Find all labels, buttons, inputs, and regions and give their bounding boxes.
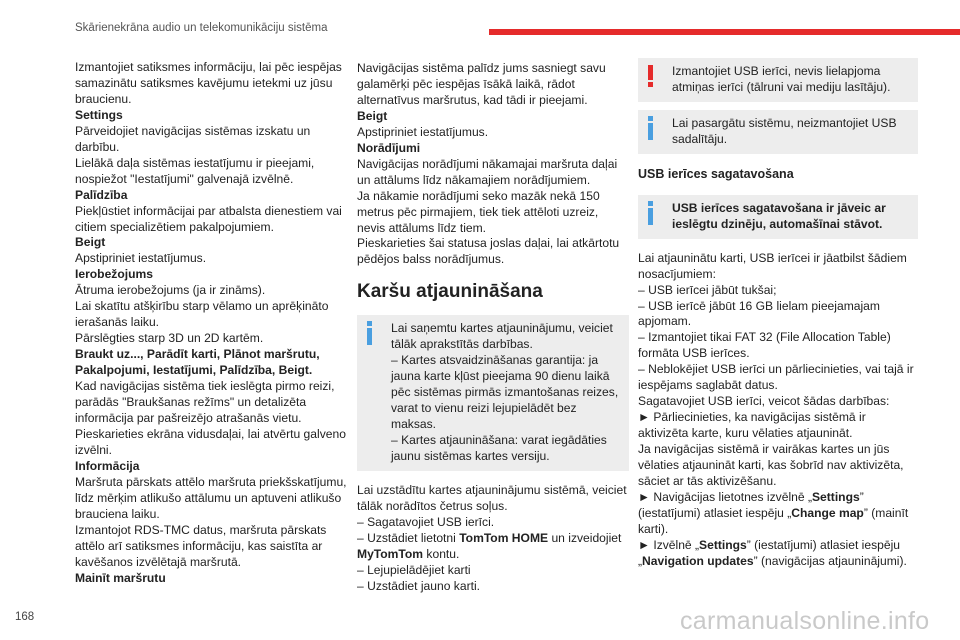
paragraph: Ātruma ierobežojums (ja ir zināms). bbox=[75, 283, 266, 298]
info-note-bold-text: USB ierīces sagatavošana ir jāveic ar ieslēgtu dzinēju, automašīnai stāvot. bbox=[672, 200, 886, 231]
text: – Uzstādiet lietotni bbox=[357, 530, 460, 545]
warning-note-usb bbox=[638, 58, 918, 102]
column-1 bbox=[75, 60, 347, 586]
paragraph: Kad navigācijas sistēma tiek ieslēgta pirmo reizi, parādās "Braukšanas režīms" un detalizēta informācija par pašreizējo atrašanās vietu. bbox=[75, 379, 335, 425]
paragraph: Pieskarieties ekrāna vidusdaļai, lai atvērtu galveno izvēlni. bbox=[75, 426, 346, 457]
paragraph bbox=[638, 410, 918, 442]
paragraph: Apstipriniet iestatījumus. bbox=[357, 124, 489, 139]
paragraph: Lielākā daļa sistēmas iestatījumu ir pieejami, nospiežot "Iestatījumi" galvenajā izvēlnē. bbox=[75, 155, 315, 186]
text: Ja navigācijas sistēmā ir vairākas kartes un jūs vēlaties atjaunināt karti, kas šobrīd nav aktivizēta, sāciet ar tās aktivizēšanu. bbox=[638, 442, 904, 489]
paragraph: Pārslēgties starp 3D un 2D kartēm. bbox=[75, 331, 264, 346]
paragraph bbox=[638, 330, 918, 362]
info-note-map-update bbox=[357, 315, 629, 471]
page-number: 168 bbox=[15, 611, 35, 623]
bold-text: Settings bbox=[699, 537, 747, 552]
subheading: Settings bbox=[75, 107, 123, 122]
bold-text: MyTomTom bbox=[357, 546, 424, 561]
column-3-paragraphs bbox=[638, 251, 918, 570]
paragraph: Lai skatītu atšķirību starp vēlamo un aprēķināto ierašanās laiku. bbox=[75, 299, 329, 330]
paragraph: Ja nākamie norādījumi seko mazāk nekā 150 metrus pēc pirmajiem, tiek tiek attēloti uzreiz, nevis attālums līdz tiem. bbox=[357, 188, 600, 235]
header-title: Skārienekrāna audio un telekomunikāciju sistēma bbox=[75, 22, 328, 34]
column-2-intro bbox=[357, 61, 629, 268]
paragraph: Pārveidojiet navigācijas sistēmas izskatu un darbību. bbox=[75, 123, 311, 154]
info-note-usb-hub bbox=[638, 110, 918, 154]
paragraph: Maršruta pārskats attēlo maršruta priekšskatījumu, līdz mērķim atlikušo attālumu un aptuveni atlikušo brauciena laiku. bbox=[75, 474, 347, 521]
text: – Neblokējiet USB ierīci un pārliecinieties, vai tajā ir iespējams saglabāt datus. bbox=[638, 362, 914, 393]
paragraph bbox=[638, 442, 918, 490]
text: ► Navigācijas lietotnes izvēlnē „ bbox=[638, 489, 812, 504]
text: kontu. bbox=[423, 546, 460, 561]
text: – USB ierīcei jābūt tukšai; bbox=[638, 282, 777, 297]
bold-text: Settings bbox=[811, 489, 860, 504]
bold-text: TomTom HOME bbox=[459, 530, 549, 545]
paragraph: Izmantojiet satiksmes informāciju, lai pēc iespējas samazinātu satiksmes kavējumu ietekmi uz jūsu braucienu. bbox=[75, 60, 342, 106]
text: ► Pārliecinieties, ka navigācijas sistēmā ir aktivizēta karte, kuru vēlaties atjaunināt. bbox=[638, 410, 866, 441]
text: – Izmantojiet tikai FAT 32 (File Allocation Table) formāta USB ierīces. bbox=[638, 330, 891, 361]
paragraph bbox=[638, 299, 918, 331]
text: – Sagatavojiet USB ierīci. bbox=[357, 514, 495, 529]
paragraph bbox=[357, 579, 629, 595]
subheading: Beigt bbox=[357, 108, 388, 123]
paragraph: Navigācijas sistēma palīdz jums sasniegt savu galamērķi pēc iespējas īsākā laikā, rādot alternatīvus maršrutus, kad tādi ir pieejami. bbox=[357, 61, 606, 107]
note-line: Lai saņemtu kartes atjauninājumu, veiciet tālāk aprakstītās darbības. bbox=[391, 321, 613, 352]
subheading: Braukt uz..., Parādīt karti, Plānot maršrutu, Pakalpojumi, Iestatījumi, Palīdzība, Beigt. bbox=[75, 347, 320, 378]
warning-icon bbox=[648, 65, 653, 87]
info-icon bbox=[648, 201, 662, 225]
section-heading-usb-prep: USB ierīces sagatavošana bbox=[638, 166, 794, 181]
subheading: Palīdzība bbox=[75, 187, 128, 202]
paragraph: Pieskarieties šai statusa joslas daļai, lai atkārtotu pēdējos balss norādījumus. bbox=[357, 236, 620, 267]
column-2 bbox=[357, 61, 629, 595]
column-2-steps bbox=[357, 483, 629, 595]
paragraph: Izmantojot RDS-TMC datus, maršruta pārskats attēlo arī satiksmes informāciju, kas saistīta ar kavēšanos izvēlētajā maršrutā. bbox=[75, 522, 327, 569]
text: Lai atjauninātu karti, USB ierīcei ir jāatbilst šādiem nosacījumiem: bbox=[638, 250, 907, 281]
text: – USB ierīcē jābūt 16 GB lielam pieejamajam apjomam. bbox=[638, 298, 880, 329]
subheading: Mainīt maršrutu bbox=[75, 570, 166, 585]
text: un izveidojiet bbox=[548, 530, 622, 545]
text: ” (mainīt karti). bbox=[638, 505, 909, 536]
text: Lai uzstādītu kartes atjauninājumu sistēmā, veiciet tālāk norādītos četrus soļus. bbox=[357, 482, 627, 513]
header-accent-bar bbox=[489, 29, 960, 35]
note-line: – Kartes atjaunināšana: varat iegādāties jaunu sistēmas kartes versiju. bbox=[391, 433, 607, 464]
paragraph bbox=[638, 251, 918, 283]
subheading: Beigt bbox=[75, 235, 106, 250]
text: ► Izvēlnē „ bbox=[638, 537, 700, 552]
text: ” (navigācijas atjauninājumi). bbox=[753, 553, 907, 568]
bold-text: Navigation updates bbox=[642, 553, 754, 568]
subheading: Norādījumi bbox=[357, 140, 421, 155]
info-note-usb-prep bbox=[638, 195, 918, 239]
paragraph bbox=[638, 283, 918, 299]
info-icon bbox=[648, 116, 662, 140]
text: ” (iestatījumi) atlasiet iespēju „ bbox=[638, 489, 864, 520]
bold-text: Change map bbox=[791, 505, 864, 520]
paragraph bbox=[638, 362, 918, 394]
paragraph: Navigācijas norādījumi nākamajai maršruta daļai un attālums līdz nākamajiem norādījumiem. bbox=[357, 156, 618, 187]
text: – Lejupielādējiet karti bbox=[357, 562, 471, 577]
paragraph bbox=[357, 483, 629, 515]
paragraph bbox=[638, 490, 918, 538]
info-note-text: Lai pasargātu sistēmu, neizmantojiet USB sadalītāju. bbox=[672, 115, 897, 146]
note-line: – Kartes atsvaidzināšanas garantija: ja jauna karte kļūst pieejama 90 dienu laikā pēc sistēmas pirmās izmantošanas reizes, varat to vienu reizi lejupielādēt bez maksas. bbox=[391, 353, 619, 432]
column-3 bbox=[638, 58, 918, 570]
text: ” (iestatījumi) atlasiet iespēju „ bbox=[638, 537, 901, 568]
text: – Uzstādiet jauno karti. bbox=[357, 578, 481, 593]
paragraph bbox=[638, 394, 918, 410]
paragraph bbox=[357, 531, 629, 563]
paragraph bbox=[357, 563, 629, 579]
paragraph bbox=[638, 538, 918, 570]
paragraph bbox=[357, 515, 629, 531]
paragraph: Piekļūstiet informācijai par atbalsta dienestiem vai citiem specializētiem pakalpojumiem. bbox=[75, 203, 342, 234]
info-icon bbox=[367, 321, 381, 345]
text: Sagatavojiet USB ierīci, veicot šādas darbības: bbox=[638, 394, 890, 409]
paragraph: Apstipriniet iestatījumus. bbox=[75, 251, 207, 266]
section-heading-map-update: Karšu atjaunināšana bbox=[357, 281, 543, 303]
subheading: Ierobežojums bbox=[75, 267, 153, 282]
watermark: carmanualsonline.info bbox=[680, 607, 930, 635]
warning-note-text: Izmantojiet USB ierīci, nevis lielapjoma atmiņas ierīci (tālruni vai mediju lasītāju). bbox=[672, 64, 891, 94]
subheading: Informācija bbox=[75, 458, 140, 473]
